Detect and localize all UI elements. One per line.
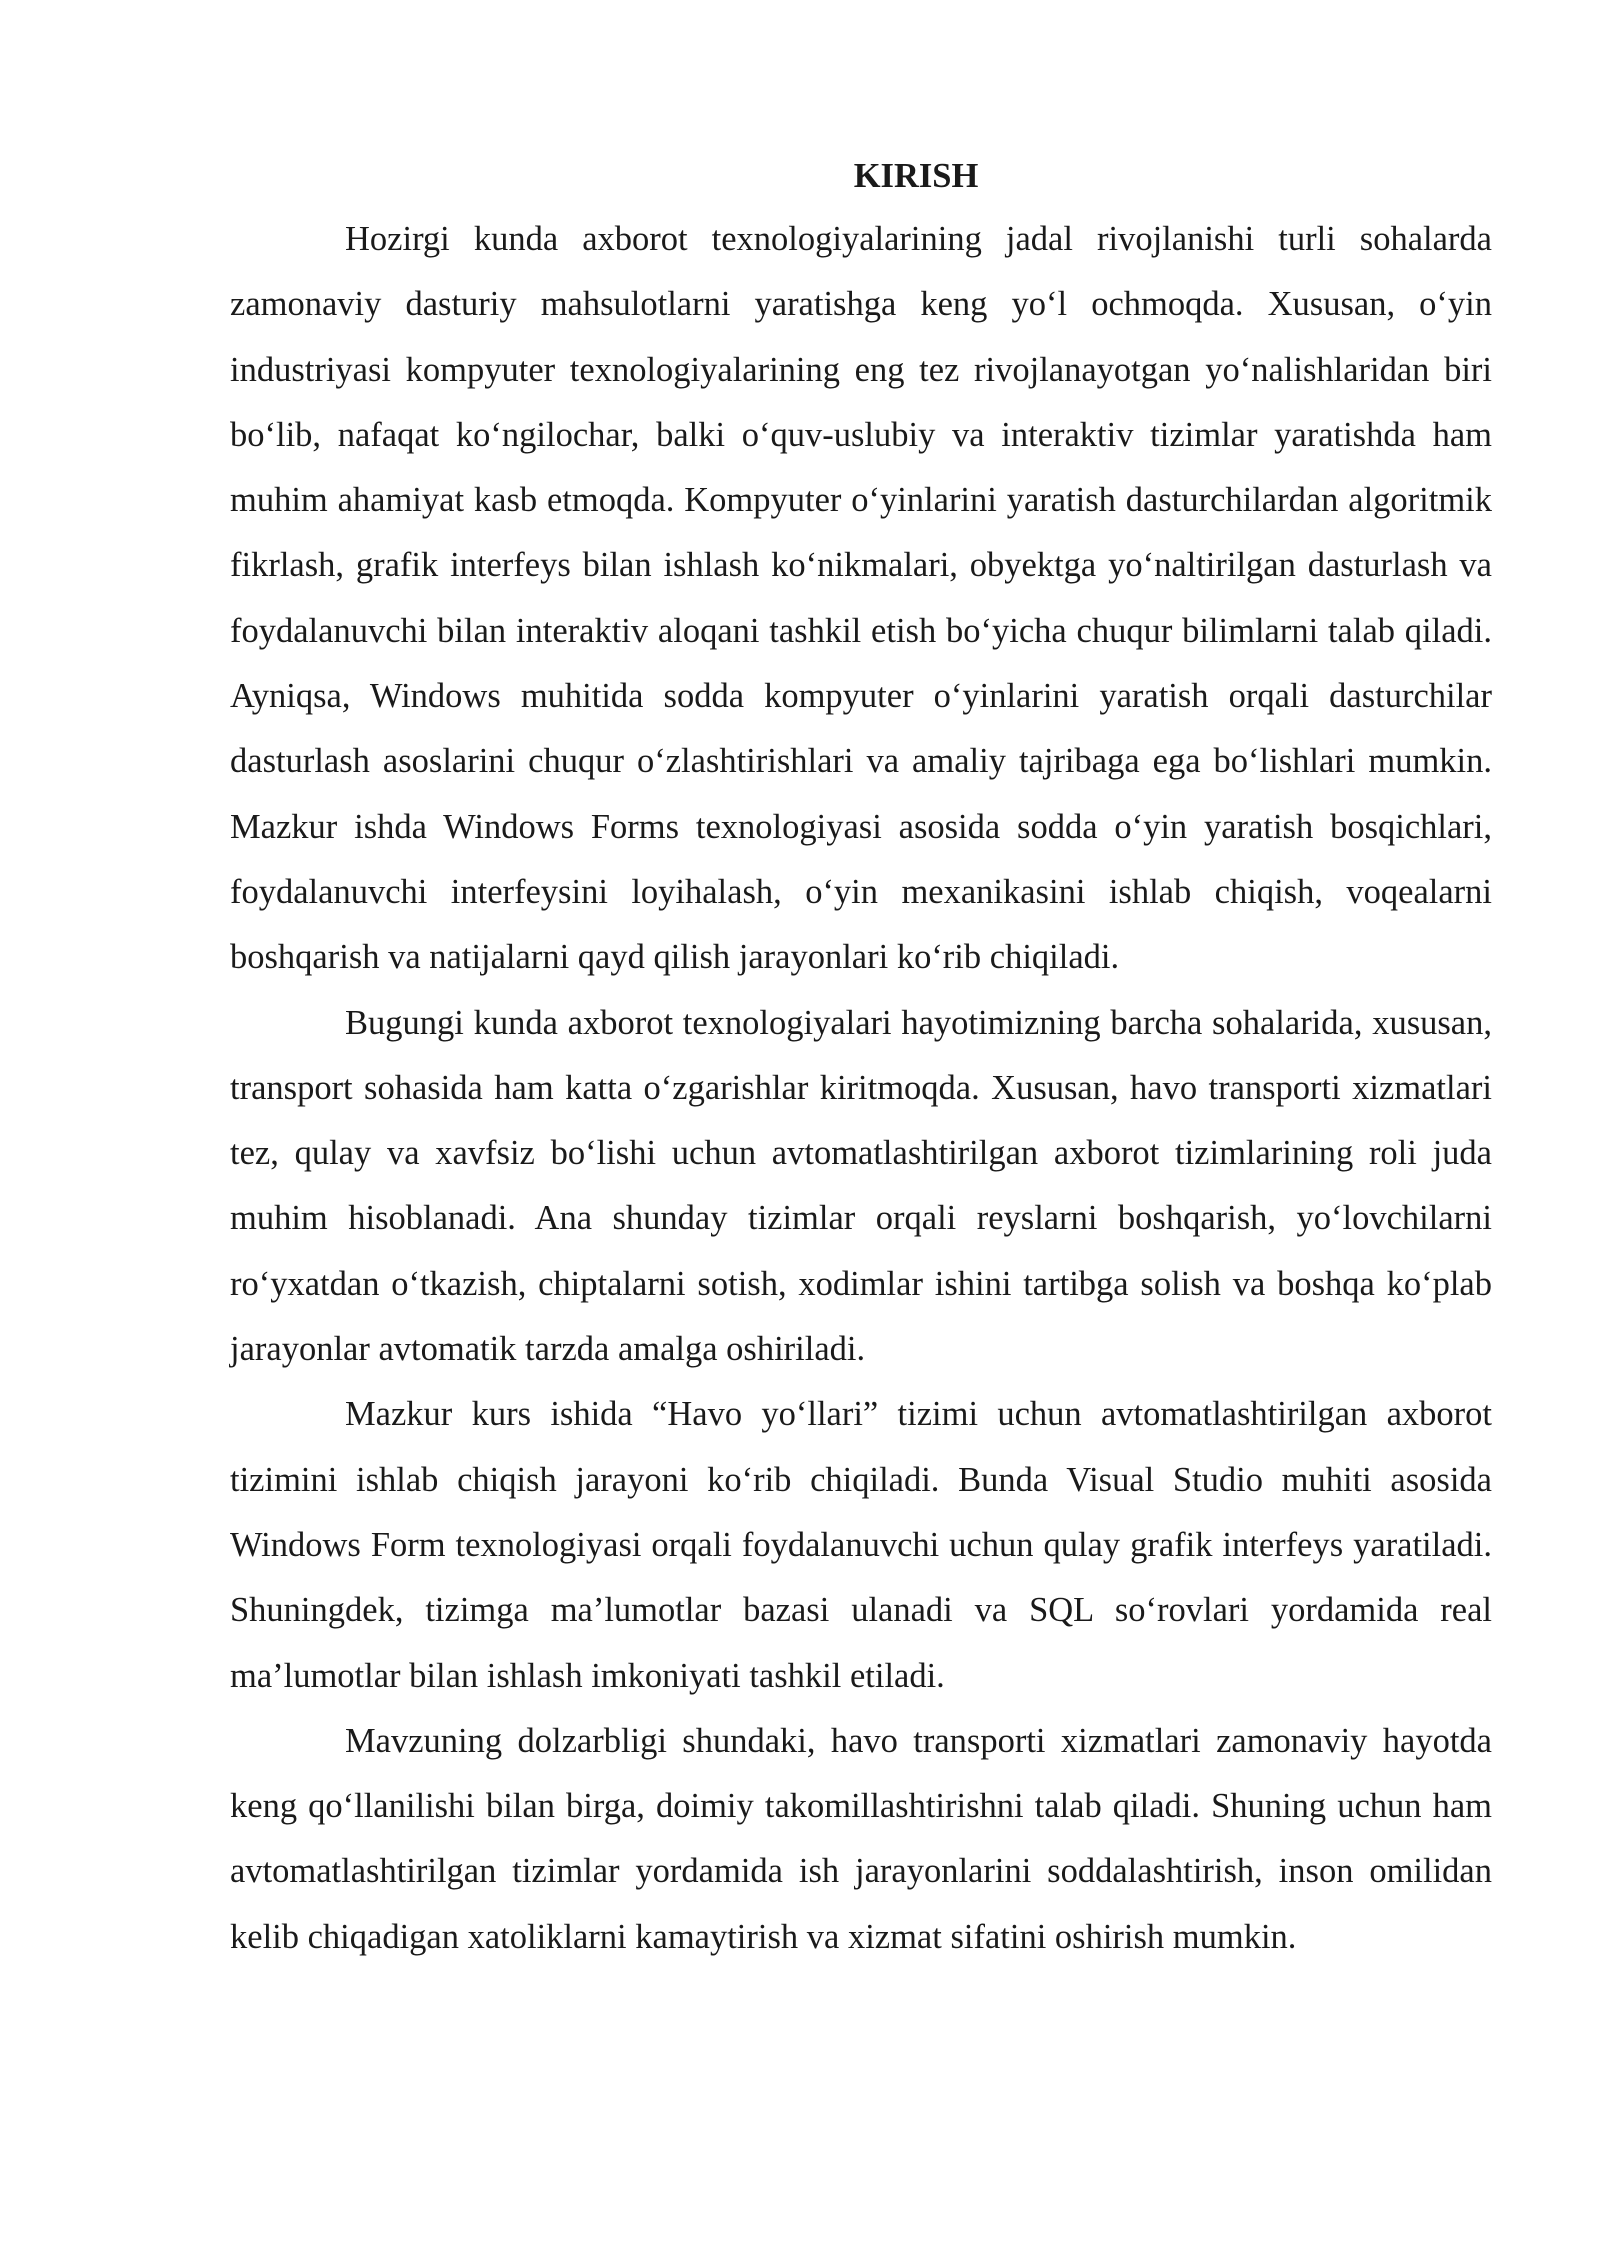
- paragraph-intro: Hozirgi kunda axborot texnologiyalarining jadal rivojlanishi turli sohalarda zamonaviy dasturiy mahsulotlarni yaratishga keng yo‘l ochmoqda. Xususan, o‘yin industriyasi kompyuter texnologiyalarining eng tez rivojlanayotgan yo‘nalishlaridan biri bo‘lib, nafaqat ko‘ngilochar, balki o‘quv-uslubiy va interaktiv tizimlar yaratishda ham muhim ahamiyat kasb etmoqda. Kompyuter o‘yinlarini yaratish dasturchilardan algoritmik fikrlash, grafik interfeys bilan ishlash ko‘nikmalari, obyektga yo‘naltirilgan dasturlash va foydalanuvchi bilan interaktiv aloqani tashkil etish bo‘yicha chuqur bilimlarni talab qiladi. Ayniqsa, Windows muhitida sodda kompyuter o‘yinlarini yaratish orqali dasturchilar dasturlash asoslarini chuqur o‘zlashtirishlari va amaliy tajribaga ega bo‘lishlari mumkin. Mazkur ishda Windows Forms texnologiyasi asosida sodda o‘yin yaratish bosqichlari, foydalanuvchi interfeysini loyihalash, o‘yin mexanikasini ishlab chiqish, voqealarni boshqarish va natijalarni qayd qilish jarayonlari ko‘rib chiqiladi.: [230, 220, 1492, 977]
- paragraph-transport: Bugungi kunda axborot texnologiyalari hayotimizning barcha sohalarida, xususan, transport sohasida ham katta o‘zgarishlar kiritmoqda. Xususan, havo transporti xizmatlari tez, qulay va xavfsiz bo‘lishi uchun avtomatlashtirilgan axborot tizimlarining roli juda muhim hisoblanadi. Ana shunday tizimlar orqali reyslarni boshqarish, yo‘lovchilarni ro‘yxatdan o‘tkazish, chiptalarni sotish, xodimlar ishini tartibga solish va boshqa ko‘plab jarayonlar avtomatik tarzda amalga oshiriladi.: [230, 1003, 1492, 1369]
- paragraph-course-work: Mazkur kurs ishida “Havo yo‘llari” tizimi uchun avtomatlashtirilgan axborot tizimini ishlab chiqish jarayoni ko‘rib chiqiladi. Bunda Visual Studio muhiti asosida Windows Form texnologiyasi orqali foydalanuvchi uchun qulay grafik interfeys yaratiladi. Shuningdek, tizimga ma’lumotlar bazasi ulanadi va SQL so‘rovlari yordamida real ma’lumotlar bilan ishlash imkoniyati tashkil etiladi.: [230, 1395, 1492, 1695]
- paragraph-relevance: Mavzuning dolzarbligi shundaki, havo transporti xizmatlari zamonaviy hayotda keng qo‘llanilishi bilan birga, doimiy takomillashtirishni talab qiladi. Shuning uchun ham avtomatlashtirilgan tizimlar yordamida ish jarayonlarini soddalashtirish, inson omilidan kelib chiqadigan xatoliklarni kamaytirish va xizmat sifatini oshirish mumkin.: [230, 1721, 1492, 1956]
- document-page: [230, 145, 1492, 1970]
- section-title: KIRISH: [853, 157, 979, 195]
